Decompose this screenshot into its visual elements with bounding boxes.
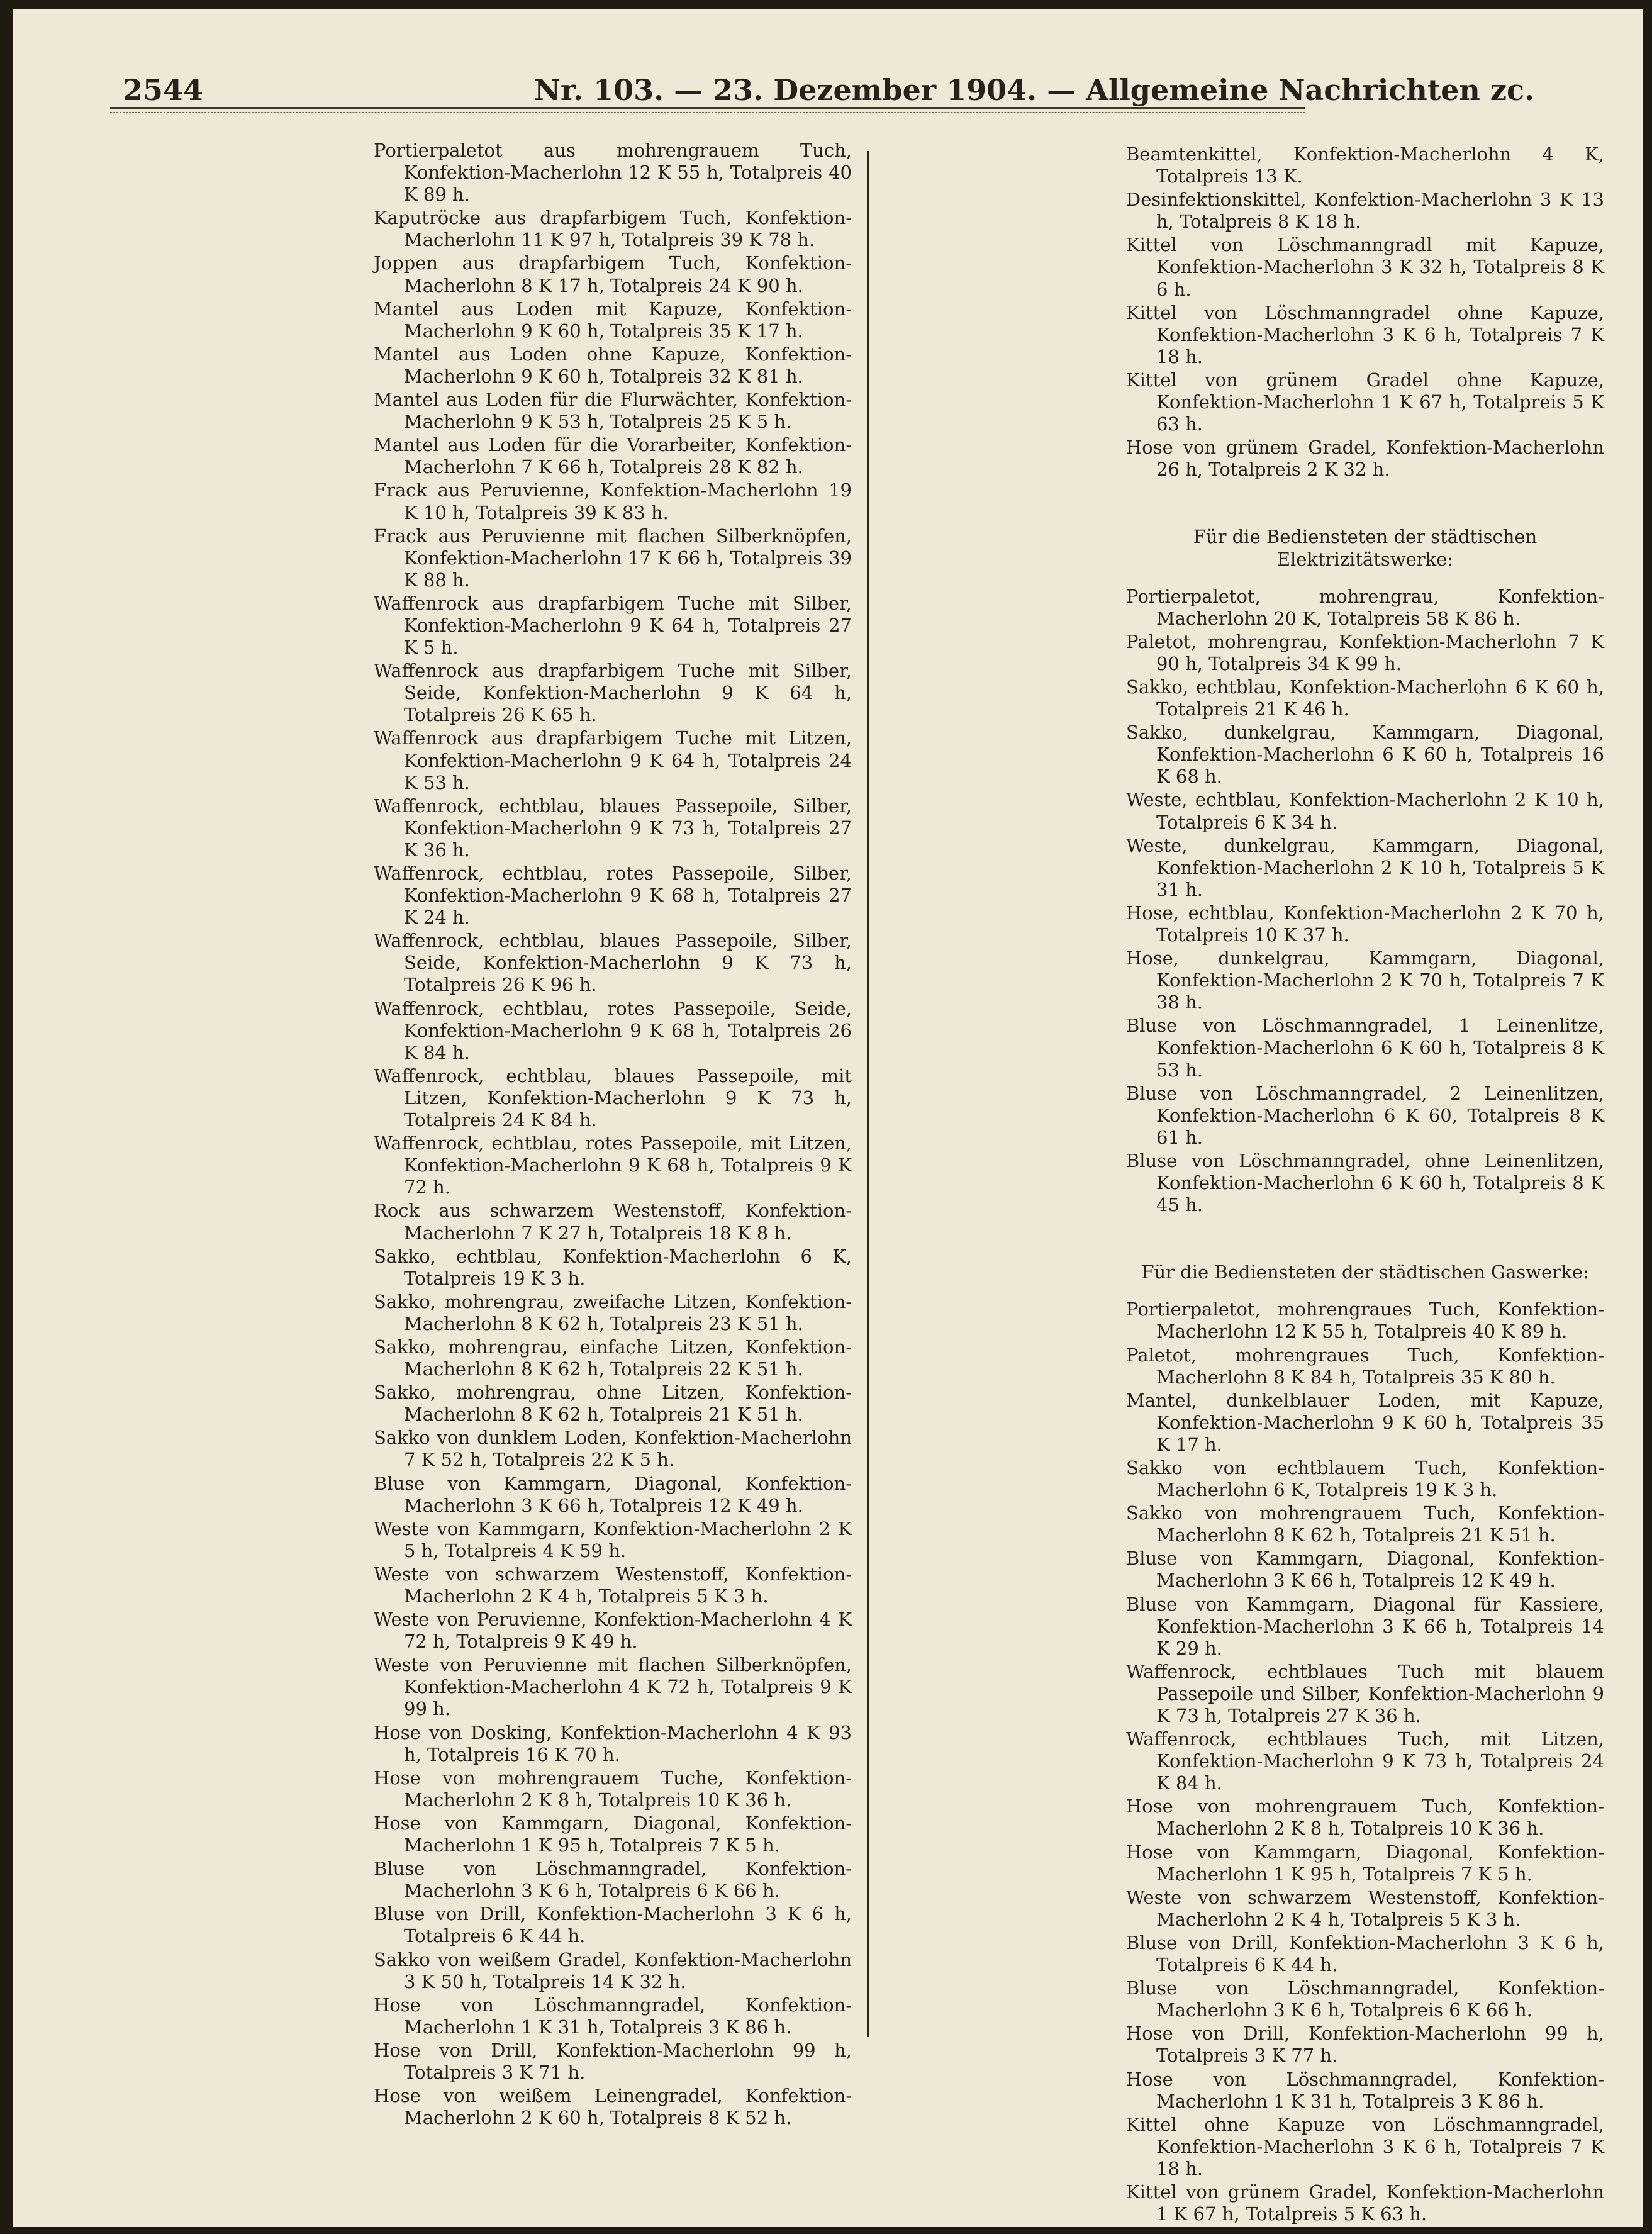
gas-entries	[1126, 1299, 1604, 2225]
price-entry: Weste von Peruvienne mit flachen Silberknöpfen, Konfektion-Macherlohn 4 K 72 h, Totalpreis 9 K 99 h.	[374, 1654, 852, 1720]
price-entry: Bluse von Löschmanngradel, 1 Leinenlitze, Konfektion-Macherlohn 6 K 60 h, Totalpreis 8 K 53 h.	[1126, 1015, 1604, 1081]
price-entry: Sakko von echtblauem Tuch, Konfektion-Macherlohn 6 K, Totalpreis 19 K 3 h.	[1126, 1456, 1604, 1501]
price-entry: Hose von Dosking, Konfektion-Macherlohn 4 K 93 h, Totalpreis 16 K 70 h.	[374, 1721, 852, 1765]
price-entry: Waffenrock, echtblau, rotes Passepoile, mit Litzen, Konfektion-Macherlohn 9 K 68 h, Totalpreis 9 K 72 h.	[374, 1132, 852, 1198]
price-entry: Kittel von Löschmanngradel ohne Kapuze, Konfektion-Macherlohn 3 K 6 h, Totalpreis 7 K 18 h.	[1126, 301, 1604, 367]
section-heading-electric: Für die Bediensteten der städtischen Elektrizitätswerke:	[1193, 526, 1538, 570]
price-entry: Bluse von Löschmanngradel, 2 Leinenlitzen, Konfektion-Macherlohn 6 K 60, Totalpreis 8 K 61 h.	[1126, 1082, 1604, 1148]
price-entry: Rock aus schwarzem Westenstoff, Konfektion-Macherlohn 7 K 27 h, Totalpreis 18 K 8 h.	[374, 1200, 852, 1244]
price-entry: Kittel von grünem Gradel, Konfektion-Macherlohn 1 K 67 h, Totalpreis 5 K 63 h.	[1126, 2181, 1604, 2225]
price-entry: Waffenrock, echtblaues Tuch mit blauem Passepoile und Silber, Konfektion-Macherlohn 9 K 73 h, Totalpreis 27 K 36 h.	[1126, 1660, 1604, 1726]
price-entry: Waffenrock, echtblau, blaues Passepoile, mit Litzen, Konfektion-Macherlohn 9 K 73 h, Totalpreis 24 K 84 h.	[374, 1064, 852, 1131]
price-entry: Waffenrock aus drapfarbigem Tuche mit Litzen, Konfektion-Macherlohn 9 K 64 h, Totalpreis 24 K 53 h.	[374, 727, 852, 793]
price-entry: Sakko, mohrengrau, einfache Litzen, Konfektion-Macherlohn 8 K 62 h, Totalpreis 22 K 51 h.	[374, 1336, 852, 1380]
column-divider	[867, 151, 869, 2037]
price-entry: Kittel von Löschmanngradl mit Kapuze, Konfektion-Macherlohn 3 K 32 h, Totalpreis 8 K 6 h.	[1126, 234, 1604, 300]
price-entry: Bluse von Löschmanngradel, Konfektion-Macherlohn 3 K 6 h, Totalpreis 6 K 66 h.	[374, 1858, 852, 1902]
price-entry: Bluse von Kammgarn, Diagonal, Konfektion-Macherlohn 3 K 66 h, Totalpreis 12 K 49 h.	[1126, 1548, 1604, 1592]
price-entry: Hose von Kammgarn, Diagonal, Konfektion-Macherlohn 1 K 95 h, Totalpreis 7 K 5 h.	[374, 1812, 852, 1857]
price-entry: Mantel, dunkelblauer Loden, mit Kapuze, Konfektion-Macherlohn 9 K 60 h, Totalpreis 35 K 17 h.	[1126, 1389, 1604, 1455]
price-entry: Waffenrock, echtblau, blaues Passepoile, Silber, Konfektion-Macherlohn 9 K 73 h, Totalpreis 27 K 36 h.	[374, 795, 852, 861]
price-entry: Mantel aus Loden für die Flurwächter, Konfektion-Macherlohn 9 K 53 h, Totalpreis 25 K 5 h.	[374, 389, 852, 433]
price-entry: Bluse von Drill, Konfektion-Macherlohn 3 K 6 h, Totalpreis 6 K 44 h.	[1126, 1931, 1604, 1976]
header-rule-decorative	[110, 112, 1305, 113]
price-entry: Weste, dunkelgrau, Kammgarn, Diagonal, Konfektion-Macherlohn 2 K 10 h, Totalpreis 5 K 31 h.	[1126, 834, 1604, 900]
price-entry: Kaputröcke aus drapfarbigem Tuch, Konfektion-Macherlohn 11 K 97 h, Totalpreis 39 K 78 h.	[374, 207, 852, 251]
price-entry: Sakko von mohrengrauem Tuch, Konfektion-Macherlohn 8 K 62 h, Totalpreis 21 K 51 h.	[1126, 1502, 1604, 1546]
price-entry: Frack aus Peruvienne, Konfektion-Macherlohn 19 K 10 h, Totalpreis 39 K 83 h.	[374, 479, 852, 523]
price-entry: Weste, echtblau, Konfektion-Macherlohn 2 K 10 h, Totalpreis 6 K 34 h.	[1126, 789, 1604, 833]
price-entry: Portierpaletot, mohrengrau, Konfektion-Macherlohn 20 K, Totalpreis 58 K 86 h.	[1126, 585, 1604, 629]
price-entry: Waffenrock, echtblau, blaues Passepoile, Silber, Seide, Konfektion-Macherlohn 9 K 73 h, Totalpreis 26 K 96 h.	[374, 930, 852, 996]
price-entry: Hose von Drill, Konfektion-Macherlohn 99 h, Totalpreis 3 K 71 h.	[374, 2039, 852, 2083]
right-column	[1126, 143, 1604, 2226]
page-number: 2544	[123, 73, 204, 107]
price-entry: Kittel ohne Kapuze von Löschmanngradel, Konfektion-Macherlohn 3 K 6 h, Totalpreis 7 K 18 h.	[1126, 2113, 1604, 2179]
price-entry: Waffenrock aus drapfarbigem Tuche mit Silber, Konfektion-Macherlohn 9 K 64 h, Totalpreis 27 K 5 h.	[374, 592, 852, 659]
price-entry: Portierpaletot aus mohrengrauem Tuch, Konfektion-Macherlohn 12 K 55 h, Totalpreis 40 K 89 h.	[374, 140, 852, 206]
price-entry: Joppen aus drapfarbigem Tuch, Konfektion-Macherlohn 8 K 17 h, Totalpreis 24 K 90 h.	[374, 252, 852, 296]
price-entry: Frack aus Peruvienne mit flachen Silberknöpfen, Konfektion-Macherlohn 17 K 66 h, Totalpreis 39 K 88 h.	[374, 525, 852, 591]
price-entry: Portierpaletot, mohrengraues Tuch, Konfektion-Macherlohn 12 K 55 h, Totalpreis 40 K 89 h.	[1126, 1299, 1604, 1343]
price-entry: Sakko, echtblau, Konfektion-Macherlohn 6 K, Totalpreis 19 K 3 h.	[374, 1245, 852, 1289]
price-entry: Mantel aus Loden für die Vorarbeiter, Konfektion-Macherlohn 7 K 66 h, Totalpreis 28 K 82 h.	[374, 434, 852, 478]
price-entry: Weste von schwarzem Westenstoff, Konfektion-Macherlohn 2 K 4 h, Totalpreis 5 K 3 h.	[374, 1563, 852, 1607]
price-entry: Sakko, mohrengrau, zweifache Litzen, Konfektion-Macherlohn 8 K 62 h, Totalpreis 23 K 51 h.	[374, 1290, 852, 1334]
section-heading-gas: Für die Bediensteten der städtischen Gaswerke:	[1141, 1261, 1589, 1283]
electric-entries	[1126, 586, 1604, 1217]
left-column	[374, 140, 852, 2130]
price-entry: Waffenrock aus drapfarbigem Tuche mit Silber, Seide, Konfektion-Macherlohn 9 K 64 h, Totalpreis 26 K 65 h.	[374, 660, 852, 726]
price-entry: Sakko, mohrengrau, ohne Litzen, Konfektion-Macherlohn 8 K 62 h, Totalpreis 21 K 51 h.	[374, 1382, 852, 1426]
price-entry: Hose von grünem Gradel, Konfektion-Macherlohn 26 h, Totalpreis 2 K 32 h.	[1126, 437, 1604, 481]
price-entry: Bluse von Kammgarn, Diagonal für Kassiere, Konfektion-Macherlohn 3 K 66 h, Totalpreis 14 K 29 h.	[1126, 1593, 1604, 1659]
price-entry: Mantel aus Loden mit Kapuze, Konfektion-Macherlohn 9 K 60 h, Totalpreis 35 K 17 h.	[374, 298, 852, 342]
price-entry: Weste von Peruvienne, Konfektion-Macherlohn 4 K 72 h, Totalpreis 9 K 49 h.	[374, 1609, 852, 1653]
price-entry: Hose von mohrengrauem Tuch, Konfektion-Macherlohn 2 K 8 h, Totalpreis 10 K 36 h.	[1126, 1796, 1604, 1840]
price-entry: Kittel von grünem Gradel ohne Kapuze, Konfektion-Macherlohn 1 K 67 h, Totalpreis 5 K 63 h.	[1126, 369, 1604, 435]
right-intro-entries	[1126, 143, 1604, 481]
price-entry: Weste von Kammgarn, Konfektion-Macherlohn 2 K 5 h, Totalpreis 4 K 59 h.	[374, 1517, 852, 1561]
price-entry: Desinfektionskittel, Konfektion-Macherlohn 3 K 13 h, Totalpreis 8 K 18 h.	[1126, 189, 1604, 233]
price-entry: Sakko, dunkelgrau, Kammgarn, Diagonal, Konfektion-Macherlohn 6 K 60 h, Totalpreis 16 K 68 h.	[1126, 722, 1604, 788]
header-title: Nr. 103. — 23. Dezember 1904. — Allgemeine Nachrichten zc.	[534, 73, 1534, 107]
price-entry: Waffenrock, echtblau, rotes Passepoile, Silber, Konfektion-Macherlohn 9 K 68 h, Totalpreis 27 K 24 h.	[374, 863, 852, 929]
price-entry: Weste von schwarzem Westenstoff, Konfektion-Macherlohn 2 K 4 h, Totalpreis 5 K 3 h.	[1126, 1886, 1604, 1930]
price-entry: Sakko von weißem Gradel, Konfektion-Macherlohn 3 K 50 h, Totalpreis 14 K 32 h.	[374, 1948, 852, 1992]
price-entry: Sakko, echtblau, Konfektion-Macherlohn 6 K 60 h, Totalpreis 21 K 46 h.	[1126, 676, 1604, 720]
price-entry: Bluse von Kammgarn, Diagonal, Konfektion-Macherlohn 3 K 66 h, Totalpreis 12 K 49 h.	[374, 1472, 852, 1516]
price-entry: Hose von Löschmanngradel, Konfektion-Macherlohn 1 K 31 h, Totalpreis 3 K 86 h.	[374, 1994, 852, 2038]
price-entry: Hose, echtblau, Konfektion-Macherlohn 2 K 70 h, Totalpreis 10 K 37 h.	[1126, 902, 1604, 946]
price-entry: Mantel aus Loden ohne Kapuze, Konfektion-Macherlohn 9 K 60 h, Totalpreis 32 K 81 h.	[374, 343, 852, 387]
price-entry: Hose von weißem Leinengradel, Konfektion-Macherlohn 2 K 60 h, Totalpreis 8 K 52 h.	[374, 2085, 852, 2129]
header-rule	[110, 107, 1305, 109]
price-entry: Beamtenkittel, Konfektion-Macherlohn 4 K, Totalpreis 13 K.	[1126, 143, 1604, 187]
price-entry: Hose von mohrengrauem Tuche, Konfektion-Macherlohn 2 K 8 h, Totalpreis 10 K 36 h.	[374, 1767, 852, 1811]
price-entry: Paletot, mohrengraues Tuch, Konfektion-Macherlohn 8 K 84 h, Totalpreis 35 K 80 h.	[1126, 1344, 1604, 1388]
price-entry: Bluse von Drill, Konfektion-Macherlohn 3 K 6 h, Totalpreis 6 K 44 h.	[374, 1903, 852, 1947]
price-entry: Hose von Kammgarn, Diagonal, Konfektion-Macherlohn 1 K 95 h, Totalpreis 7 K 5 h.	[1126, 1841, 1604, 1885]
price-entry: Hose, dunkelgrau, Kammgarn, Diagonal, Konfektion-Macherlohn 2 K 70 h, Totalpreis 7 K 38 h.	[1126, 947, 1604, 1014]
price-entry: Hose von Löschmanngradel, Konfektion-Macherlohn 1 K 31 h, Totalpreis 3 K 86 h.	[1126, 2068, 1604, 2112]
price-entry: Paletot, mohrengrau, Konfektion-Macherlohn 7 K 90 h, Totalpreis 34 K 99 h.	[1126, 630, 1604, 674]
price-entry: Sakko von dunklem Loden, Konfektion-Macherlohn 7 K 52 h, Totalpreis 22 K 5 h.	[374, 1427, 852, 1471]
price-entry: Bluse von Löschmanngradel, Konfektion-Macherlohn 3 K 6 h, Totalpreis 6 K 66 h.	[1126, 1977, 1604, 2021]
price-entry: Waffenrock, echtblaues Tuch, mit Litzen, Konfektion-Macherlohn 9 K 73 h, Totalpreis 24 K 84 h.	[1126, 1728, 1604, 1794]
price-entry: Waffenrock, echtblau, rotes Passepoile, Seide, Konfektion-Macherlohn 9 K 68 h, Totalpreis 26 K 84 h.	[374, 997, 852, 1063]
price-entry: Hose von Drill, Konfektion-Macherlohn 99 h, Totalpreis 3 K 77 h.	[1126, 2023, 1604, 2067]
page-header	[123, 73, 1534, 111]
price-entry: Bluse von Löschmanngradel, ohne Leinenlitzen, Konfektion-Macherlohn 6 K 60 h, Totalpreis 8 K 45 h.	[1126, 1149, 1604, 1216]
